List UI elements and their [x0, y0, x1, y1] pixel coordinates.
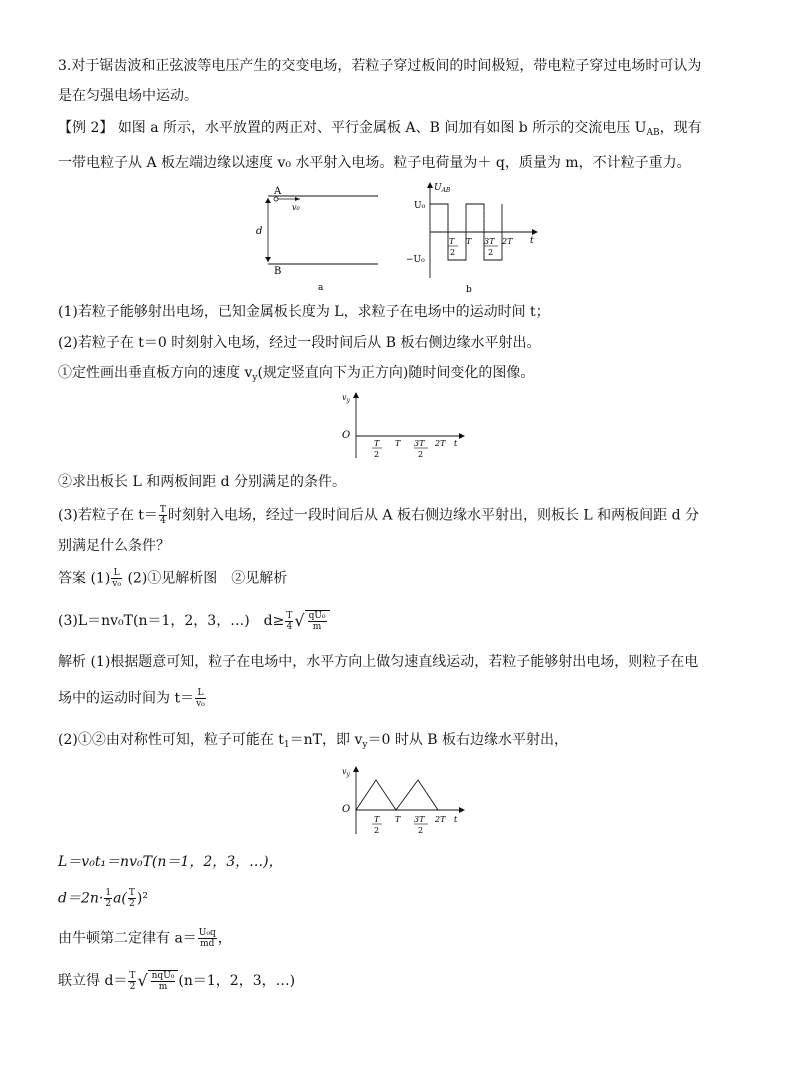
svg-text:2: 2: [374, 450, 380, 459]
svg-text:2T: 2T: [502, 237, 513, 246]
svg-text:3T: 3T: [484, 237, 495, 246]
svg-text:T: T: [395, 439, 401, 448]
answer-label: 答案: [58, 570, 86, 587]
svg-text:t: t: [530, 236, 534, 246]
neg-u0-label: −U₀: [406, 255, 425, 265]
svg-text:2: 2: [418, 826, 424, 835]
svg-text:T: T: [374, 439, 380, 448]
equation-1: L＝v₀t₁＝nv₀T(n＝1，2，3，…)，: [58, 854, 283, 870]
answer-line: 答案 (1) $\frac{L}{\text{v₀}}$ (2)①见解析图 ②见解析: [58, 568, 288, 589]
svg-text:T: T: [374, 815, 380, 824]
axis-y-label: $U_{AB}$: [434, 183, 451, 194]
svg-text:2T: 2T: [435, 815, 446, 824]
figure-b-voltage: [400, 178, 550, 296]
paragraph-line: 3.对于锯齿波和正弦波等电压产生的交变电场，若粒子穿过板间的时间极短，带电粒子穿过电场时可认为: [58, 58, 702, 74]
svg-text:T: T: [449, 237, 455, 246]
question-3: (3)若粒子在 t＝ $\frac{T}{4}$ 时刻射入电场，经过一段时间后从 A 板右侧边缘水平射出，则板长 L 和两板间距 d 分: [58, 505, 700, 526]
empty-vy-graph: [338, 388, 478, 464]
svg-text:2: 2: [488, 248, 494, 257]
svg-text:vy: $v_y$: [342, 767, 350, 778]
example-line: 一带电粒子从 A 板左端边缘以速度 v₀ 水平射入电场。粒子电荷量为＋ q，质量为 m，不计粒子重力。: [58, 155, 691, 171]
distance-label: d: [256, 226, 263, 237]
equation-4: 联立得 d＝ $\frac{T}{2}$ √ $\frac{\text{nqU₀}}{m}$ (n＝1，2，3，…): [58, 970, 296, 992]
svg-text:2: 2: [450, 248, 456, 257]
svg-text:O: O: [342, 430, 351, 441]
plate-b-label: B: [274, 266, 282, 277]
question-2a: ①定性画出垂直板方向的速度 $v_y$(规定竖直向下为正方向)随时间变化的图像。: [58, 365, 535, 383]
solution-label: 解析: [58, 654, 86, 670]
figure-a-caption: a: [318, 283, 324, 293]
svg-text:3T: 3T: [414, 815, 425, 824]
example-line: 【例 2】 如图 a 所示，水平放置的两正对、平行金属板 A、B 间加有如图 b 所示的交流电压 $U_{AB}$，现有: [58, 120, 702, 138]
question-2b: ②求出板长 L 和两板间距 d 分别满足的条件。: [58, 474, 347, 490]
equation-2: d＝2n· $\frac{1}{2}$ a( $\frac{T}{2}$ )²: [58, 888, 148, 909]
svg-text:O: O: [342, 804, 351, 815]
answer-3-line: (3)L＝nv₀T(n＝1，2，3，…) d≥ $\frac{T}{4}$ √ $\frac{\text{qU₀}}{m}$: [58, 610, 330, 632]
svg-text:2: 2: [418, 450, 424, 459]
svg-text:T: T: [466, 237, 472, 246]
solution-2-line: (2)①②由对称性可知，粒子可能在 $t_1=nT$，即 $v_y=0$ 时从 B 板右边缘水平射出，: [58, 732, 569, 750]
figure-a-plates: [248, 184, 388, 294]
solution-line: 解析 (1)根据题意可知，粒子在电场中，水平方向上做匀速直线运动，若粒子能够射出电场，则粒子在电: [58, 654, 699, 670]
question-2: (2)若粒子在 t＝0 时刻射入电场，经过一段时间后从 B 板右侧边缘水平射出。: [58, 335, 541, 351]
paragraph-line: 是在匀强电场中运动。: [58, 88, 198, 104]
solution-line: 场中的运动时间为 t＝ $\frac{L}{\text{v₀}}$: [58, 688, 205, 709]
vy-triangle-graph: [338, 762, 478, 840]
figure-b-caption: b: [466, 285, 472, 295]
svg-text:vy: $v_y$: [342, 393, 350, 404]
question-3-cont: 别满足什么条件？: [58, 538, 170, 554]
svg-text:t: t: [454, 815, 458, 824]
question-1: (1)若粒子能够射出电场，已知金属板长度为 L，求粒子在电场中的运动时间 t；: [58, 304, 550, 320]
svg-text:2: 2: [374, 826, 380, 835]
svg-text:t: t: [454, 439, 458, 448]
example-tag: 【例 2】: [58, 120, 114, 136]
svg-text:2T: 2T: [435, 439, 446, 448]
svg-text:3T: 3T: [414, 439, 425, 448]
plate-a-label: A: [274, 186, 282, 197]
svg-text:T: T: [395, 815, 401, 824]
equation-3: 由牛顿第二定律有 a＝ $\frac{\text{U₀q}}{md}$ ，: [58, 928, 232, 949]
u0-label: U₀: [414, 201, 426, 211]
velocity-label: v₀: [292, 203, 300, 212]
